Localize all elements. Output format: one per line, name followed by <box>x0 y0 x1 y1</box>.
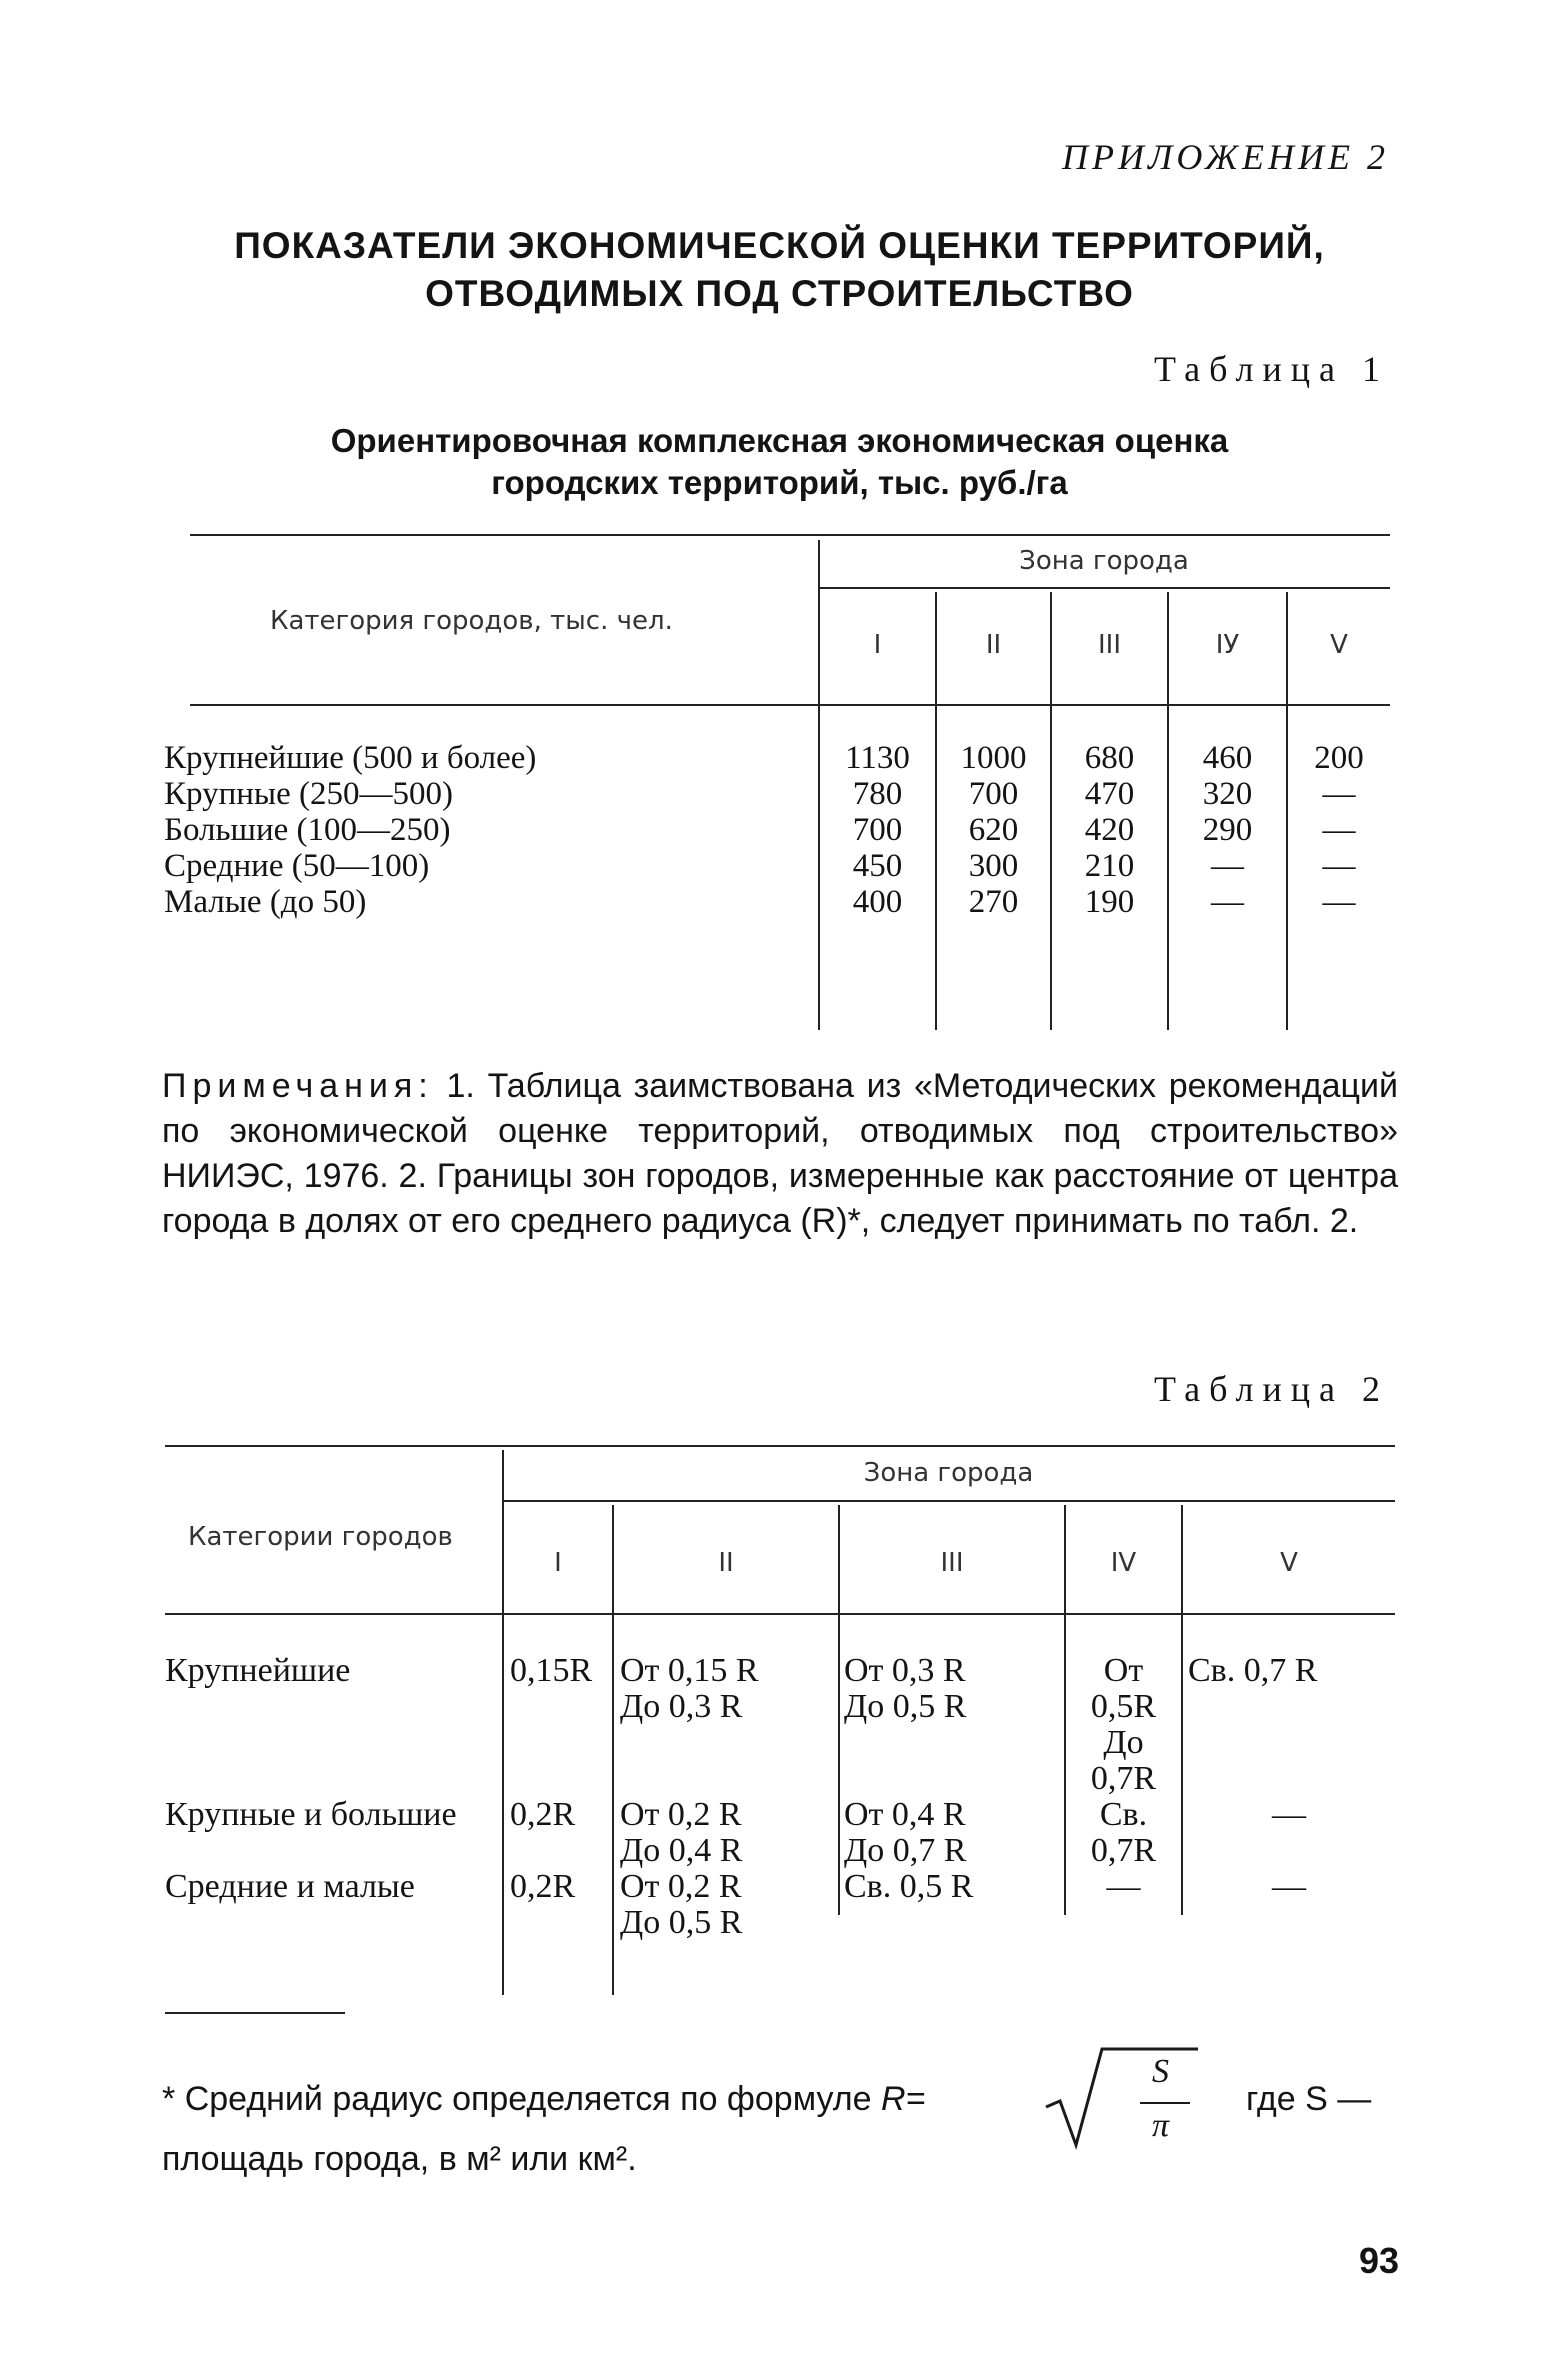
page-number: 93 <box>1358 2240 1399 2281</box>
table2-zone-col: I <box>554 1548 562 1578</box>
table2-zone-header: Зона города <box>863 1458 1034 1488</box>
table1-zone-col: V <box>1330 630 1348 660</box>
table2-zone4-value: Св. 0,7R <box>1090 1796 1157 1869</box>
table1-zone-col: II <box>985 630 1002 660</box>
table1-zone-col: III <box>1097 630 1121 660</box>
notes-text: 1. Таблица заимствована из «Методических рекомендаций по экономической оценке территорий, отводимых под строительство» НИИЭС, 1976. 2. Границы зон городов, измеренные как расстояние от центра города в долях от его среднего радиуса (R)*, следует принимать по табл. 2. <box>162 1067 1398 1240</box>
table1-value: 400 <box>852 884 903 920</box>
table1-value: 700 <box>968 776 1019 812</box>
table1-value: 700 <box>852 812 903 848</box>
table1-zone-rule <box>818 587 1390 589</box>
table1-value: 780 <box>852 776 903 812</box>
table2-zone5-value: — <box>1272 1796 1306 1833</box>
footnote <box>162 2080 1402 2119</box>
page-title-line2: ОТВОДИМЫХ ПОД СТРОИТЕЛЬСТВО <box>425 273 1134 314</box>
table2-zone1-value: 0,2R <box>510 1796 576 1833</box>
table2-zone-rule <box>502 1500 1395 1502</box>
formula-lhs: R= <box>880 2080 926 2118</box>
notes-paragraph <box>162 1064 1398 1244</box>
table2-zone4-value: От 0,5R До 0,7R <box>1090 1652 1157 1797</box>
table2-zone3-value: От 0,3 R До 0,5 R <box>844 1652 967 1725</box>
table1-caption-line1: Ориентировочная комплексная экономическая оценка <box>330 422 1229 459</box>
table1-value: — <box>1322 812 1356 848</box>
table1-category: Большие (100—250) <box>164 812 451 848</box>
table1-value: — <box>1322 848 1356 884</box>
table1-value: 460 <box>1202 740 1253 776</box>
table1-value: — <box>1322 884 1356 920</box>
table1-value: 190 <box>1084 884 1135 920</box>
footnote-text: Средний радиус определяется по формуле <box>184 2080 872 2118</box>
table2-zone2-value: От 0,15 R До 0,3 R <box>620 1652 759 1725</box>
table1-value: 270 <box>968 884 1019 920</box>
table1-value: 620 <box>968 812 1019 848</box>
table2-zone2-value: От 0,2 R До 0,4 R <box>620 1796 743 1869</box>
table1-value: — <box>1211 884 1244 920</box>
footnote-text-after: где S — <box>1246 2080 1372 2118</box>
table2-zone-col: V <box>1280 1548 1298 1578</box>
table2-zone3-value: От 0,4 R До 0,7 R <box>844 1796 967 1869</box>
table2-category: Крупнейшие <box>165 1652 351 1689</box>
table1-top-rule <box>190 534 1390 536</box>
table1-value: 470 <box>1084 776 1135 812</box>
notes-label: Примечания: <box>162 1067 434 1105</box>
table1-value: 200 <box>1314 740 1364 776</box>
sqrt-formula <box>1040 2045 1200 2155</box>
table1-zone-col: I <box>873 630 882 660</box>
table2-zone1-value: 0,15R <box>510 1652 593 1689</box>
table2-zone5-value: Св. 0,7 R <box>1188 1652 1318 1689</box>
table2-zone3-value: Св. 0,5 R <box>844 1868 974 1905</box>
footnote-marker: * <box>162 2080 176 2118</box>
table1-category: Средние (50—100) <box>164 848 430 884</box>
table1-zone-col: IУ <box>1215 630 1240 660</box>
table2-zone5-value: — <box>1272 1868 1306 1905</box>
table1-value: 320 <box>1202 776 1253 812</box>
table2-category-header: Категории городов <box>188 1522 453 1552</box>
table2-zone-col: IV <box>1110 1548 1137 1578</box>
table1-value: 1000 <box>960 740 1027 776</box>
table2-zone1-value: 0,2R <box>510 1868 576 1905</box>
table2-zone-col: III <box>940 1548 964 1578</box>
table2-zone-col: II <box>718 1548 734 1578</box>
table1-value: 1130 <box>845 740 910 776</box>
appendix-label: ПРИЛОЖЕНИЕ 2 <box>1062 137 1389 177</box>
footnote-separator <box>165 2012 345 2014</box>
table2-zone4-value: — <box>1106 1868 1141 1905</box>
formula-numerator: S <box>1152 2053 1169 2090</box>
table1-category: Крупные (250—500) <box>164 776 453 812</box>
table1-value: 300 <box>968 848 1019 884</box>
table1-value: 210 <box>1084 848 1135 884</box>
table1-header-rule <box>190 704 1390 706</box>
table2-divider <box>612 1505 614 1995</box>
table2-top-rule <box>165 1445 1395 1447</box>
table1-category: Малые (до 50) <box>164 884 367 920</box>
sqrt-sign-icon <box>1040 2045 1200 2155</box>
table1-category-header: Категория городов, тыс. чел. <box>270 606 673 636</box>
table1-value: 420 <box>1084 812 1135 848</box>
table1-zone-header: Зона города <box>1019 546 1189 576</box>
table2-category: Средние и малые <box>165 1868 415 1905</box>
footnote-line2: площадь города, в м² или км². <box>162 2140 637 2178</box>
table1-value: 680 <box>1084 740 1135 776</box>
table2-divider <box>502 1450 504 1995</box>
formula-denominator: π <box>1152 2107 1170 2144</box>
table1-value: 450 <box>852 848 903 884</box>
page-title-line1: ПОКАЗАТЕЛИ ЭКОНОМИЧЕСКОЙ ОЦЕНКИ ТЕРРИТОРИЙ, <box>234 225 1325 266</box>
table1-label: Таблица 1 <box>1154 349 1389 389</box>
table1-category: Крупнейшие (500 и более) <box>164 740 537 776</box>
table2-header-rule <box>165 1613 1395 1615</box>
table1-value: — <box>1211 848 1244 884</box>
table1-value: — <box>1322 776 1356 812</box>
table1-caption-line2: городских территорий, тыс. руб./га <box>491 464 1068 501</box>
table2-label: Таблица 2 <box>1154 1369 1389 1409</box>
table2-zone2-value: От 0,2 R До 0,5 R <box>620 1868 743 1941</box>
table1-value: 290 <box>1202 812 1253 848</box>
table2-category: Крупные и большие <box>165 1796 457 1833</box>
